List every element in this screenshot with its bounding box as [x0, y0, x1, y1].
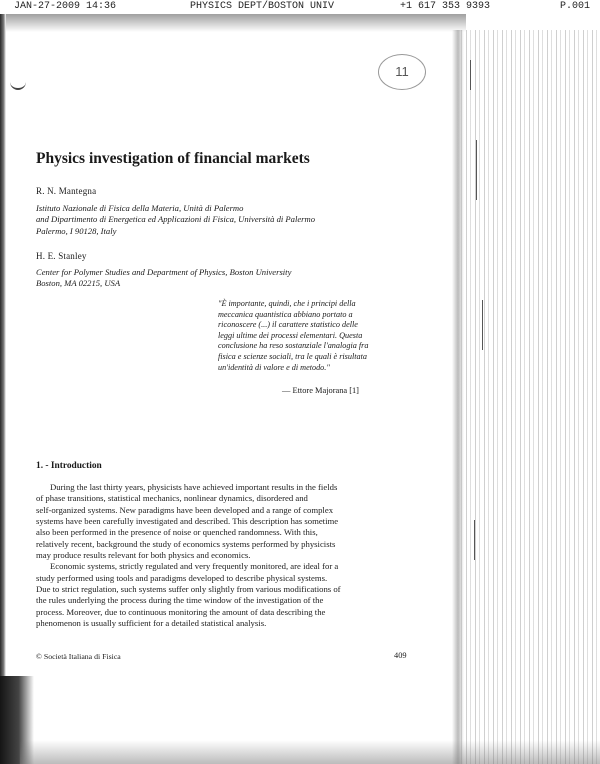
body-line: the rules underlying the process during the time window of the investigation of the: [36, 595, 324, 606]
author-name: R. N. Mantegna: [36, 186, 97, 196]
epigraph-attribution: — Ettore Majorana [1]: [282, 386, 359, 395]
left-scan-edge: [0, 14, 6, 764]
affiliation-line: Center for Polymer Studies and Department of Physics, Boston University: [36, 267, 292, 277]
epigraph-line: meccanica quantistica abbiano portato a: [218, 309, 353, 319]
body-line: Due to strict regulation, such systems suffer only slightly from various modifications of: [36, 584, 341, 595]
fax-sender: PHYSICS DEPT/BOSTON UNIV: [190, 1, 335, 12]
journal-page-number: 409: [394, 651, 407, 660]
affiliation-line: and Dipartimento di Energetica ed Applicazioni di Fisica, Università di Palermo: [36, 214, 316, 225]
section-heading: 1. - Introduction: [36, 461, 102, 471]
author-affiliation: [36, 267, 291, 290]
epigraph-line: conclusione ha reso sostanziale l'analogia fra: [218, 341, 369, 351]
fax-date: JAN-27-2009 14:36: [14, 1, 117, 12]
page-stamp: 11: [378, 54, 426, 90]
binding-tick: [476, 140, 477, 200]
epigraph-line: riconoscere (...) il carattere statistico delle: [218, 320, 358, 330]
affiliation-line: Istituto Nazionale di Fisica della Materia, Unità di Palermo: [36, 203, 244, 213]
epigraph-line: leggi ultime dei processi elementari. Questa: [218, 330, 363, 340]
epigraph: [218, 299, 396, 373]
binding-tick: [482, 300, 483, 350]
binding-tick: [474, 520, 475, 560]
body-line: relatively recent, background the study of economics systems performed by physicists: [36, 538, 336, 549]
binding-tick: [470, 60, 471, 90]
bottom-scan-shadow: [20, 740, 600, 764]
body-line: also been performed in the presence of noise or quenched randomness. With this,: [36, 527, 318, 538]
copyright-notice: © Società Italiana di Fisica: [36, 652, 121, 661]
top-scan-shadow: [6, 14, 466, 32]
body-line: study performed using tools and paradigms developed to describe physical systems.: [36, 572, 328, 583]
article-title: Physics investigation of financial markets: [36, 150, 310, 167]
book-binding-shadow: [458, 30, 600, 764]
scanned-page: [4, 14, 466, 760]
epigraph-line: fisica e scienze sociali, tra le quali è risultata: [218, 351, 367, 361]
body-line: phenomenon is usually sufficient for a detailed statistical analysis.: [36, 618, 267, 629]
author-affiliation: [36, 203, 315, 237]
epigraph-line: "È importante, quindi, che i principi della: [218, 299, 356, 308]
section-body: [36, 482, 416, 629]
body-line: Economic systems, strictly regulated and very frequently monitored, are ideal for a: [50, 561, 339, 572]
fax-phone: +1 617 353 9393: [400, 1, 491, 12]
body-line: systems have been carefully investigated and described. This description has sometime: [36, 516, 339, 527]
epigraph-line: un'identità di valore e di metodo.": [218, 362, 330, 372]
body-line: process. Moreover, due to continuous monitoring the amount of data describing the: [36, 606, 326, 617]
fax-header: [0, 0, 600, 14]
affiliation-line: Palermo, I 90128, Italy: [36, 225, 117, 236]
fax-page-number: P.001: [560, 1, 591, 12]
author-name: H. E. Stanley: [36, 251, 87, 261]
binding-fold-shadow: [452, 30, 464, 764]
affiliation-line: Boston, MA 02215, USA: [36, 278, 121, 289]
body-line: During the last thirty years, physicists have achieved important results in the fields: [50, 482, 338, 492]
body-line: may produce results relevant for both physics and economics.: [36, 550, 251, 561]
body-line: self-organized systems. New paradigms have been developed and a range of complex: [36, 504, 334, 515]
body-line: of phase transitions, statistical mechanics, nonlinear dynamics, disordered and: [36, 493, 308, 504]
